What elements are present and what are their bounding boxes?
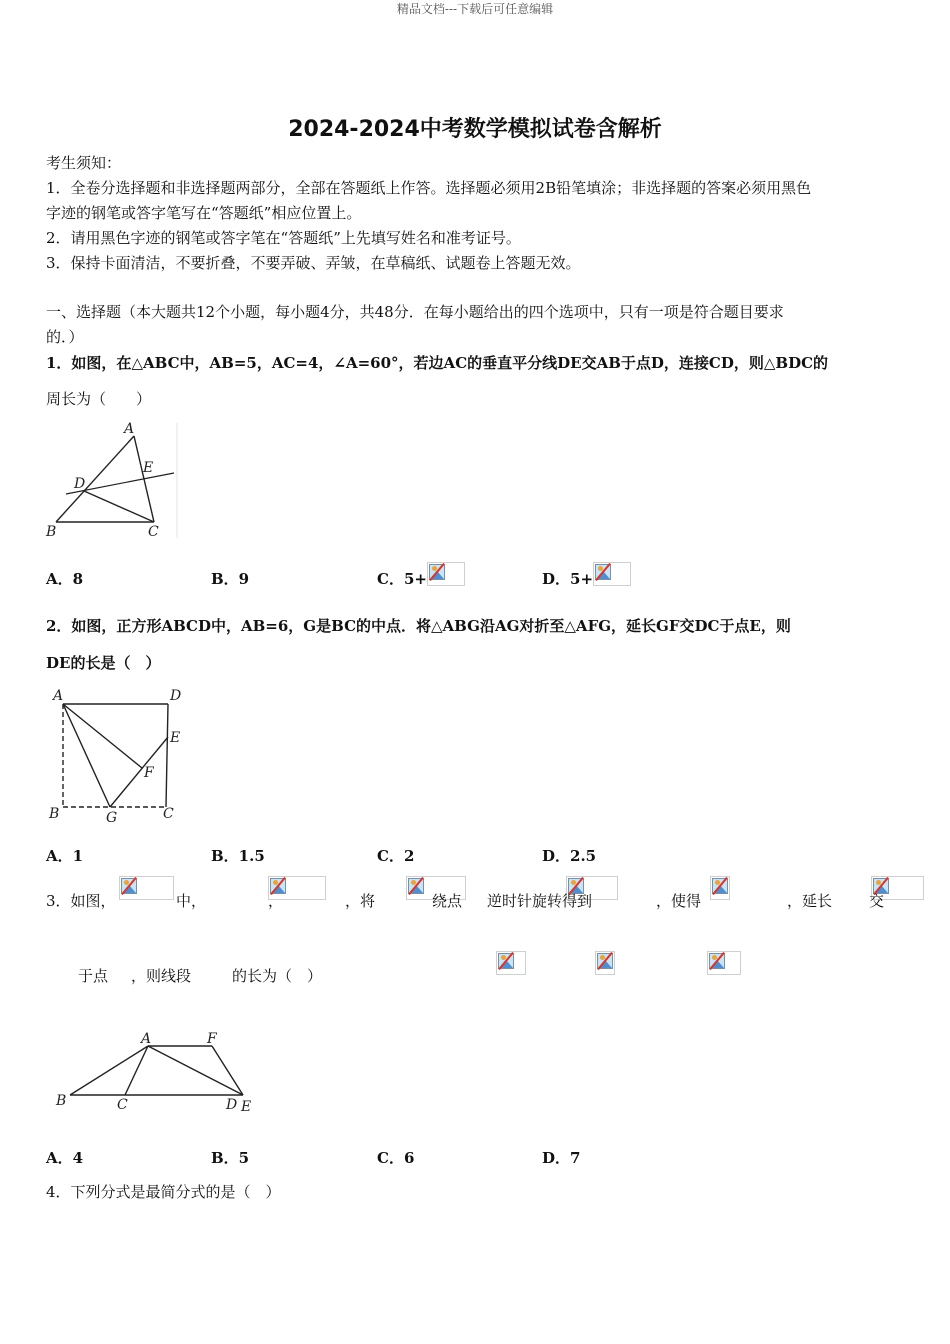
broken-image-icon — [595, 951, 615, 975]
broken-image-icon — [593, 562, 631, 586]
q3-text-2: 中， — [176, 892, 207, 910]
broken-image-icon — [427, 562, 465, 586]
q2-option-a[interactable]: A．1 — [46, 847, 84, 865]
q1-option-a[interactable]: A．8 — [46, 570, 84, 588]
q2-label-a: A — [53, 688, 64, 704]
q3-label-c: C — [117, 1097, 128, 1113]
q3-text-10: 于点 — [78, 967, 109, 985]
q3-label-e: E — [241, 1099, 252, 1115]
q2-label-e: E — [170, 730, 181, 746]
section-heading-line-2: 的．） — [46, 328, 84, 346]
q1-stem-line-1: 1．如图，在△ABC中，AB=5，AC=4，∠A=60°，若边AC的垂直平分线DE交AB于点D，连接CD，则△BDC的 — [46, 354, 829, 372]
notice-line-1a: 1．全卷分选择题和非选择题两部分，全部在答题纸上作答。选择题必须用2B铅笔填涂；非选择题的答案必须用黑色 — [46, 179, 812, 197]
q3-option-c[interactable]: C．6 — [377, 1149, 415, 1167]
q2-stem-line-1: 2．如图，正方形ABCD中，AB=6，G是BC的中点．将△ABG沿AG对折至△AFG，延长GF交DC于点E，则 — [46, 617, 791, 635]
q2-square-figure — [44, 684, 194, 828]
broken-image-icon — [119, 876, 174, 900]
q3-text-6: 逆时针旋转得到 — [487, 892, 593, 910]
q3-text-1: 3．如图， — [46, 892, 116, 910]
q1-triangle-figure — [44, 418, 184, 544]
q3-option-a[interactable]: A．4 — [46, 1149, 84, 1167]
q3-text-7: ，使得 — [656, 892, 702, 910]
q3-text-8: ，延长 — [787, 892, 833, 910]
page-header: 精品文档---下载后可任意编辑 — [396, 2, 554, 16]
q2-label-f: F — [144, 765, 154, 781]
q3-text-11: ，则线段 — [131, 967, 192, 985]
q2-label-b: B — [49, 806, 60, 822]
q3-text-3: ， — [268, 892, 284, 910]
q1-option-c-text: C．5+ — [377, 570, 427, 588]
notice-heading: 考生须知： — [46, 154, 122, 172]
q1-label-a: A — [124, 421, 135, 437]
q3-label-b: B — [56, 1093, 67, 1109]
q2-option-b[interactable]: B．1.5 — [211, 847, 265, 865]
q1-label-d: D — [74, 476, 86, 492]
q3-trapezoid-figure — [50, 1025, 270, 1120]
notice-line-2: 2．请用黑色字迹的钢笔或答字笔在“答题纸”上先填写姓名和准考证号。 — [46, 229, 521, 247]
q1-stem-line-2: 周长为（ ） — [46, 390, 152, 408]
q3-option-d[interactable]: D．7 — [542, 1149, 581, 1167]
q2-label-d: D — [170, 688, 182, 704]
q1-option-d[interactable] — [542, 568, 631, 592]
q1-label-e: E — [143, 460, 154, 476]
broken-image-icon — [707, 951, 741, 975]
q3-label-f: F — [207, 1031, 217, 1047]
q4-stem: 4．下列分式是最简分式的是（ ） — [46, 1183, 281, 1201]
q3-text-4: ，将 — [345, 892, 376, 910]
q3-text-5: 绕点 — [432, 892, 463, 910]
section-heading-line-1: 一、选择题（本大题共12个小题，每小题4分，共48分．在每小题给出的四个选项中，只有一项是符合题目要求 — [46, 303, 784, 321]
q1-option-b[interactable]: B．9 — [211, 570, 250, 588]
q1-option-d-text: D．5+ — [542, 570, 594, 588]
q2-stem-line-2: DE的长是（ ） — [46, 654, 161, 672]
q1-label-b: B — [46, 524, 57, 540]
q2-option-d[interactable]: D．2.5 — [542, 847, 597, 865]
q3-text-9: 交 — [869, 892, 885, 910]
q2-option-c[interactable]: C．2 — [377, 847, 415, 865]
notice-line-3: 3．保持卡面清洁，不要折叠，不要弄破、弄皱，在草稿纸、试题卷上答题无效。 — [46, 254, 581, 272]
q3-option-b[interactable]: B．5 — [211, 1149, 250, 1167]
q3-text-12: 的长为（ ） — [232, 967, 323, 985]
q3-label-d: D — [226, 1097, 238, 1113]
q2-label-g: G — [106, 810, 118, 826]
notice-line-1b: 字迹的钢笔或答字笔写在“答题纸”相应位置上。 — [46, 204, 362, 222]
broken-image-icon — [710, 876, 730, 900]
q2-label-c: C — [163, 806, 174, 822]
broken-image-icon — [496, 951, 526, 975]
q1-option-c[interactable] — [377, 568, 465, 592]
q1-label-c: C — [148, 524, 159, 540]
q3-label-a: A — [141, 1031, 152, 1047]
exam-title: 2024-2024中考数学模拟试卷含解析 — [288, 117, 662, 142]
